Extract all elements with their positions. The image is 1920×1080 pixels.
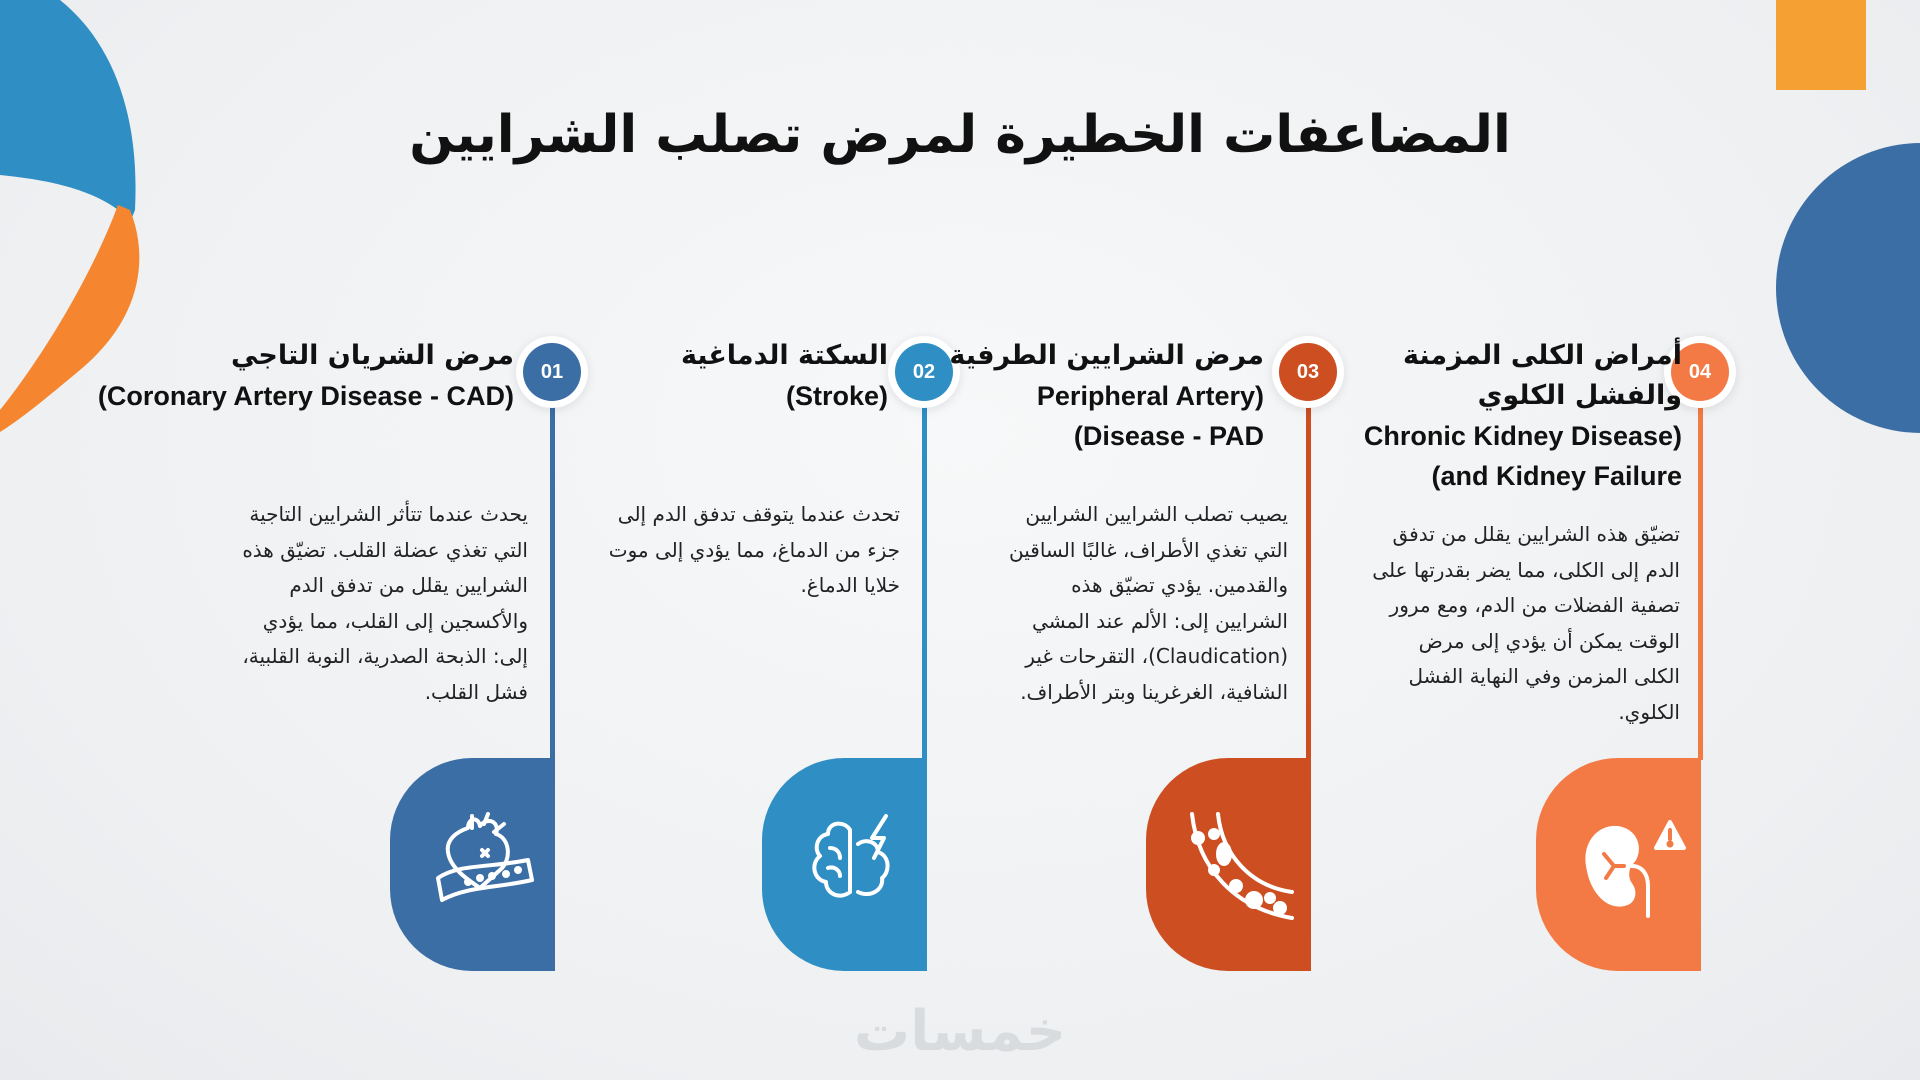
step-02-title-ar: السكتة الدماغية: [680, 340, 888, 371]
step-04-badge: 04: [1671, 343, 1729, 401]
step-03-icon-tile: [1146, 758, 1311, 971]
step-02-icon-tile: [762, 758, 927, 971]
step-01-description: يحدث عندما تتأثر الشرايين التاجية التي تغذي عضلة القلب. تضيّق هذه الشرايين يقلل من تدفق الدم والأكسجين إلى القلب، مما يؤدي إلى: الذبحة الصدرية، النوبة القلبية، فشل القلب.: [242, 502, 528, 704]
step-02-heading: [588, 336, 888, 416]
brain-lightning-icon: [800, 808, 910, 918]
step-02-title-en: (Stroke): [785, 381, 888, 411]
step-01-title-en: (Coronary Artery Disease - CAD): [97, 381, 514, 411]
step-04-title-en: Chronic Kidney Disease) (and Kidney Failure: [1363, 421, 1682, 491]
step-03-title-en: Peripheral Artery) (Disease - PAD: [1036, 381, 1264, 451]
clogged-artery-icon: [1184, 808, 1304, 928]
step-03-connector: [1306, 372, 1311, 760]
step-01-connector: [550, 372, 555, 760]
step-04-description: تضيّق هذه الشرايين يقلل من تدفق الدم إلى الكلى، مما يضر بقدرتها على تصفية الفضلات من الدم، ومع مرور الوقت يمكن أن يؤدي إلى مرض الكلى المزمن وفي النهاية الفشل الكلوي.: [1372, 522, 1680, 724]
kidney-warning-icon: [1574, 808, 1694, 928]
brand-logo: خمسات: [853, 999, 1067, 1064]
step-02-description: تحدث عندما يتوقف تدفق الدم إلى جزء من الدماغ، مما يؤدي إلى موت خلايا الدماغ.: [608, 502, 900, 597]
step-03-title-ar: مرض الشرايين الطرفية: [949, 340, 1264, 371]
step-01-title-ar: مرض الشريان التاجي: [231, 340, 514, 371]
step-03-heading: [934, 336, 1264, 456]
step-04-heading: [1322, 336, 1682, 496]
heart-artery-icon: [428, 808, 538, 918]
step-04-connector: [1698, 372, 1703, 760]
step-01-heading: [0, 336, 514, 416]
step-01-badge: 01: [523, 343, 581, 401]
step-02-badge: 02: [895, 343, 953, 401]
step-02-connector: [922, 372, 927, 760]
page-title: المضاعفات الخطيرة لمرض تصلب الشرايين: [409, 105, 1511, 165]
step-03-badge: 03: [1279, 343, 1337, 401]
step-04-icon-tile: [1536, 758, 1701, 971]
step-03-description: يصيب تصلب الشرايين الشرايين التي تغذي الأطراف، غالبًا الساقين والقدمين. يؤدي تضيّق هذه الشرايين إلى: الألم عند المشي (Claudication)، التقرحات غير الشافية، الغرغرينا وبتر الأطراف.: [1009, 502, 1288, 704]
step-01-icon-tile: [390, 758, 555, 971]
decorative-orange-square: [1776, 0, 1866, 90]
decorative-blue-half-circle: [1776, 143, 1920, 433]
step-04-title-ar: أمراض الكلى المزمنة والفشل الكلوي: [1403, 340, 1682, 411]
